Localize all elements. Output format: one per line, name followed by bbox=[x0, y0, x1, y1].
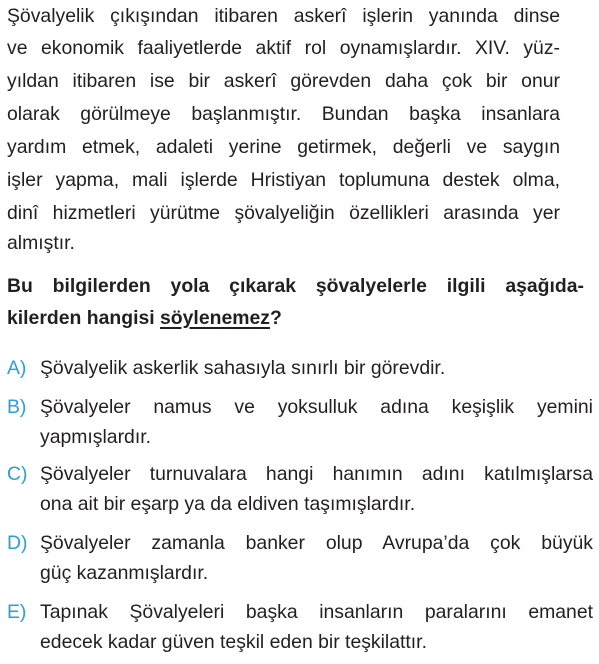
passage-line: almıştır. bbox=[7, 232, 75, 254]
option-text: Şövalyeler turnuvalara hangi hanımın adını katılmışlarsa bbox=[40, 463, 593, 485]
passage-line: olarak görülmeye başlanmıştır. Bundan başka insanlara bbox=[7, 103, 560, 125]
option-text: Şövalyeler zamanla banker olup Avrupa’da çok büyük bbox=[40, 532, 593, 554]
passage-line: yardım etmek, adaleti yerine getirmek, değerli ve saygın bbox=[7, 136, 560, 158]
question-line: Bu bilgilerden yola çıkarak şövalyelerle ilgili aşağıda- bbox=[7, 275, 584, 297]
passage-line: dinî hizmetleri yürütme şövalyeliğin özellikleri arasında yer bbox=[7, 202, 560, 224]
passage-line: yıldan itibaren ise bir askerî görevden daha çok bir onur bbox=[7, 70, 560, 92]
passage-line: Şövalyelik çıkışından itibaren askerî işlerin yanında dinse bbox=[7, 5, 560, 27]
option-text: güç kazanmışlardır. bbox=[40, 562, 209, 584]
passage-line: işler yapma, mali işlerde Hristiyan toplumuna destek olma, bbox=[7, 169, 560, 191]
option-letter: B) bbox=[7, 396, 27, 418]
option-text: ona ait bir eşarp ya da eldiven taşımışlardır. bbox=[40, 493, 416, 515]
option-letter: A) bbox=[7, 357, 27, 379]
option-text: edecek kadar güven teşkil eden bir teşkilattır. bbox=[40, 631, 427, 653]
option-letter: C) bbox=[7, 463, 28, 485]
option-text: yapmışlardır. bbox=[40, 426, 151, 448]
option-letter: D) bbox=[7, 532, 28, 554]
option-text: Tapınak Şövalyeleri başka insanların paralarını emanet bbox=[40, 601, 593, 623]
question-line bbox=[7, 305, 282, 331]
option-letter: E) bbox=[7, 601, 27, 623]
option-text: Şövalyeler namus ve yoksulluk adına keşişlik yemini bbox=[40, 396, 593, 418]
question-emphasis: söylenemez bbox=[160, 307, 270, 329]
option-text: Şövalyelik askerlik sahasıyla sınırlı bir görevdir. bbox=[40, 357, 446, 379]
question-mark: ? bbox=[269, 307, 282, 329]
question-text: kilerden hangisi bbox=[7, 307, 161, 329]
passage-line: ve ekonomik faaliyetlerde aktif rol oynamışlardır. XIV. yüz- bbox=[7, 37, 560, 59]
